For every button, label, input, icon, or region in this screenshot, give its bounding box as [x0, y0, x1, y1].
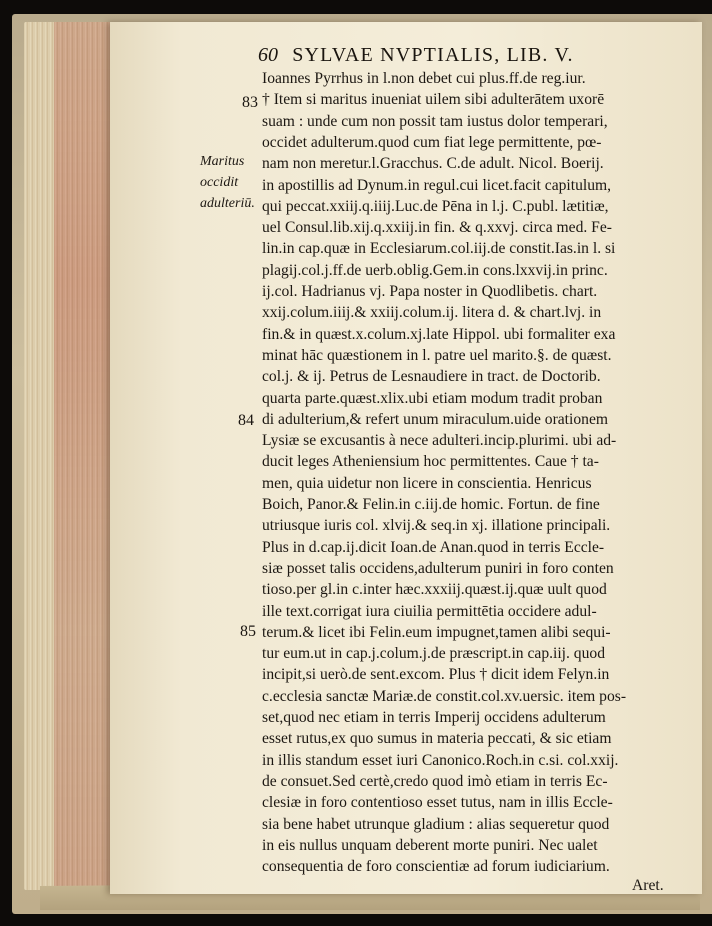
text-line: sia bene habet utrunque gladium : alias sequeretur quod — [262, 815, 610, 833]
text-line: tioso.per gl.in c.inter hæc.xxxiij.quæst.ij.quæ uult quod — [262, 581, 607, 599]
text-line: Boich, Panor.& Felin.in c.iij.de homic. Fortun. de fine — [262, 496, 600, 513]
text-line: siæ posset talis occidens,adulterum puniri in foro conten — [262, 559, 614, 577]
side-note-line: adulteriū. — [200, 196, 255, 211]
text-line: Plus in d.cap.ij.dicit Ioan.de Anan.quod in terris Eccle- — [262, 538, 605, 556]
text-line: in eis nullus unquam deberent morte puniri. Nec ualet — [262, 836, 598, 854]
text-line: uel Consul.lib.xij.q.xxiij.in fin. & q.xxvj. circa med. Fe- — [262, 219, 612, 237]
text-line: di adulterium,& refert unum miraculum.uide orationem — [262, 410, 608, 428]
running-header — [258, 44, 698, 67]
text-line: col.j. & ij. Petrus de Lesnaudiere in tract. de Doctorib. — [262, 368, 601, 386]
text-line: ij.col. Hadrianus vj. Papa noster in Quodlibetis. chart. — [262, 283, 598, 300]
running-title: SYLVAE NVPTIALIS, LIB. V. — [292, 44, 574, 66]
text-line: plagij.col.j.ff.de uerb.oblig.Gem.in cons.lxxvij.in princ. — [262, 261, 608, 279]
text-line: occidet adulterum.quod cum fiat lege permittente, pœ- — [262, 133, 602, 151]
text-line: de consuet.Sed certè,credo quod imò etiam in terris Ec- — [262, 772, 608, 790]
text-line: Ioannes Pyrrhus in l.non debet cui plus.ff.de reg.iur. — [262, 70, 586, 87]
text-line: clesiæ in foro contentioso esset tutus, nam in illis Eccle- — [262, 794, 613, 812]
text-line: Lysiæ se excusantis à nece adulteri.incip.plurimi. ubi ad- — [262, 432, 617, 450]
text-line: lin.in cap.quæ in Ecclesiarum.col.iij.de constit.Ias.in l. si — [262, 240, 616, 258]
text-line: ille text.corrigat iura ciuilia permittētia occidere adul- — [262, 602, 597, 620]
text-line: ducit leges Atheniensium hoc permittentes. Caue † ta- — [262, 453, 599, 471]
page-number: 60 — [258, 44, 278, 66]
text-line: minat hāc quæstionem in l. patre uel marito.§. de quæst. — [262, 346, 612, 364]
text-line: esset rutus,ex quo sumus in materia peccati, & sic etiam — [262, 730, 612, 748]
text-line: xxij.colum.iiij.& xxiij.colum.ij. litera d. & chart.lvj. in — [262, 304, 602, 322]
side-note-line: Maritus — [200, 154, 245, 169]
text-line: terum.& licet ibi Felin.eum impugnet,tamen alibi sequi- — [262, 623, 611, 641]
text-line: nam non meretur.l.Gracchus. C.de adult. Nicol. Boerij. — [262, 155, 604, 173]
text-line: men, quia uidetur non licere in conscientia. Henricus — [262, 474, 592, 492]
text-line: quarta parte.quæst.xlix.ubi etiam modum tradit proban — [262, 389, 603, 407]
text-line: consequentia de foro conscientiæ ad forum iudiciarium. — [262, 858, 610, 876]
text-line: c.ecclesia sanctæ Mariæ.de constit.col.xv.uersic. item pos- — [262, 687, 627, 705]
text-line: † Item si maritus inueniat uilem sibi adulterātem uxorē — [262, 91, 605, 109]
catchword: Aret. — [632, 877, 664, 894]
text-line: in illis standum esset iuri Canonico.Roch.in c.si. col.xxij. — [262, 751, 619, 769]
text-line: incipit,si uerò.de sent.excom. Plus † dicit idem Felyn.in — [262, 666, 610, 684]
margin-number: 84 — [238, 412, 254, 429]
margin-number: 85 — [240, 623, 256, 640]
text-line: in apostillis ad Dynum.in regul.cui licet.facit capitulum, — [262, 176, 612, 194]
text-line: set,quod nec etiam in terris Imperij occidens adulterum — [262, 709, 606, 726]
text-line: qui peccat.xxiij.q.iiij.Luc.de Pēna in l.j. C.publ. lætitiæ, — [262, 197, 609, 215]
text-line: suam : unde cum non possit tam iustus dolor temperari, — [262, 112, 608, 130]
margin-number: 83 — [242, 94, 258, 111]
side-note-line: occidit — [200, 175, 239, 190]
text-line: fin.& in quæst.x.colum.xj.late Hippol. ubi formaliter exa — [262, 325, 616, 343]
text-line: utriusque iuris col. xlvij.& seq.in xj. illatione principali. — [262, 517, 611, 535]
text-line: tur eum.ut in cap.j.colum.j.de præscript.in cap.iij. quod — [262, 645, 605, 663]
